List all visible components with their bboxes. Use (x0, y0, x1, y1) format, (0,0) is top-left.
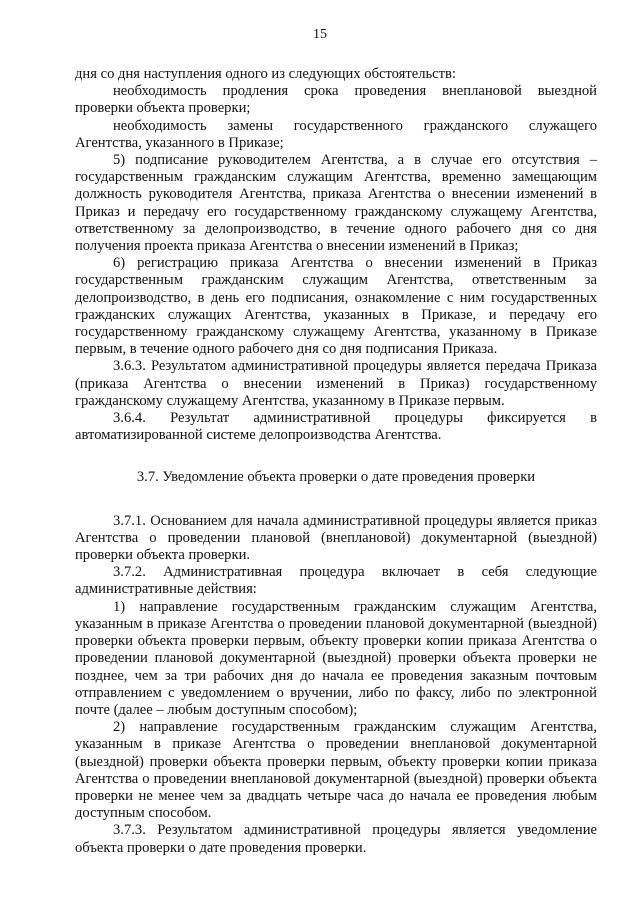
paragraph: 1) направление государственным гражданским служащим Агентства, указанным в приказе Агентства о проведении плановой документарной (выездной) проверки объекта проверки первым, объекту проверки копии приказа Агентства о проведении плановой документарной (выездной) проверки объекта проверки не позднее, чем за три рабочих дня до начала ее проведения заказным почтовым отправлением с уведомлением о вручении, либо по факсу, либо по электронной почте (далее – любым доступным способом); (75, 598, 597, 718)
paragraph: 6) регистрацию приказа Агентства о внесении изменений в Приказ государственным гражданским служащим Агентства, ответственным за делопроизводство, в день его подписания, ознакомление с ним государственных гражданских служащих Агентства, указанных в Приказе, и передачу его государственному гражданскому служащему Агентства, указанному в Приказе первым, в течение одного рабочего дня со дня подписания Приказа. (75, 255, 597, 358)
paragraph: 2) направление государственным гражданским служащим Агентства, указанным в приказе Агентства о проведении внеплановой документарной (выездной) проверки объекта проверки первым, объекту проверки копии приказа Агентства о проведении внеплановой документарной (выездной) проверки объекта проверки не менее чем за двадцать четыре часа до начала ее проведения любым доступным способом. (75, 719, 597, 822)
section-heading: 3.7. Уведомление объекта проверки о дате проведения проверки (136, 469, 536, 486)
paragraph: 3.6.3. Результатом административной процедуры является передача Приказа (приказа Агентства о внесении изменений в Приказ) государственному гражданскому служащему Агентства, указанному в Приказе первым. (75, 358, 597, 409)
paragraph: необходимость замены государственного гражданского служащего Агентства, указанного в Приказе; (75, 117, 597, 151)
paragraph: 3.7.2. Административная процедура включает в себя следующие административные действия: (75, 564, 597, 598)
paragraph: необходимость продления срока проведения внеплановой выездной проверки объекта проверки; (75, 83, 597, 117)
paragraph: 3.7.3. Результатом административной процедуры является уведомление объекта проверки о дате проведения проверки. (75, 822, 597, 856)
paragraph: 5) подписание руководителем Агентства, а в случае его отсутствия – государственным гражданским служащим Агентства, временно замещающим должность руководителя Агентства, приказа Агентства о внесении изменений в Приказ и передачу его государственному гражданскому служащему Агентства, ответственному за делопроизводство, в течение одного рабочего дня со дня получения проекта приказа Агентства о внесении изменений в Приказ; (75, 152, 597, 255)
document-body (75, 66, 597, 857)
page-number: 15 (313, 27, 327, 42)
paragraph: дня со дня наступления одного из следующих обстоятельств: (75, 66, 456, 82)
paragraph: 3.7.1. Основанием для начала административной процедуры является приказ Агентства о проведении плановой (внеплановой) документарной (выездной) проверки объекта проверки. (75, 512, 597, 564)
paragraph: 3.6.4. Результат административной процедуры фиксируется в автоматизированной системе делопроизводства Агентства. (75, 410, 597, 444)
